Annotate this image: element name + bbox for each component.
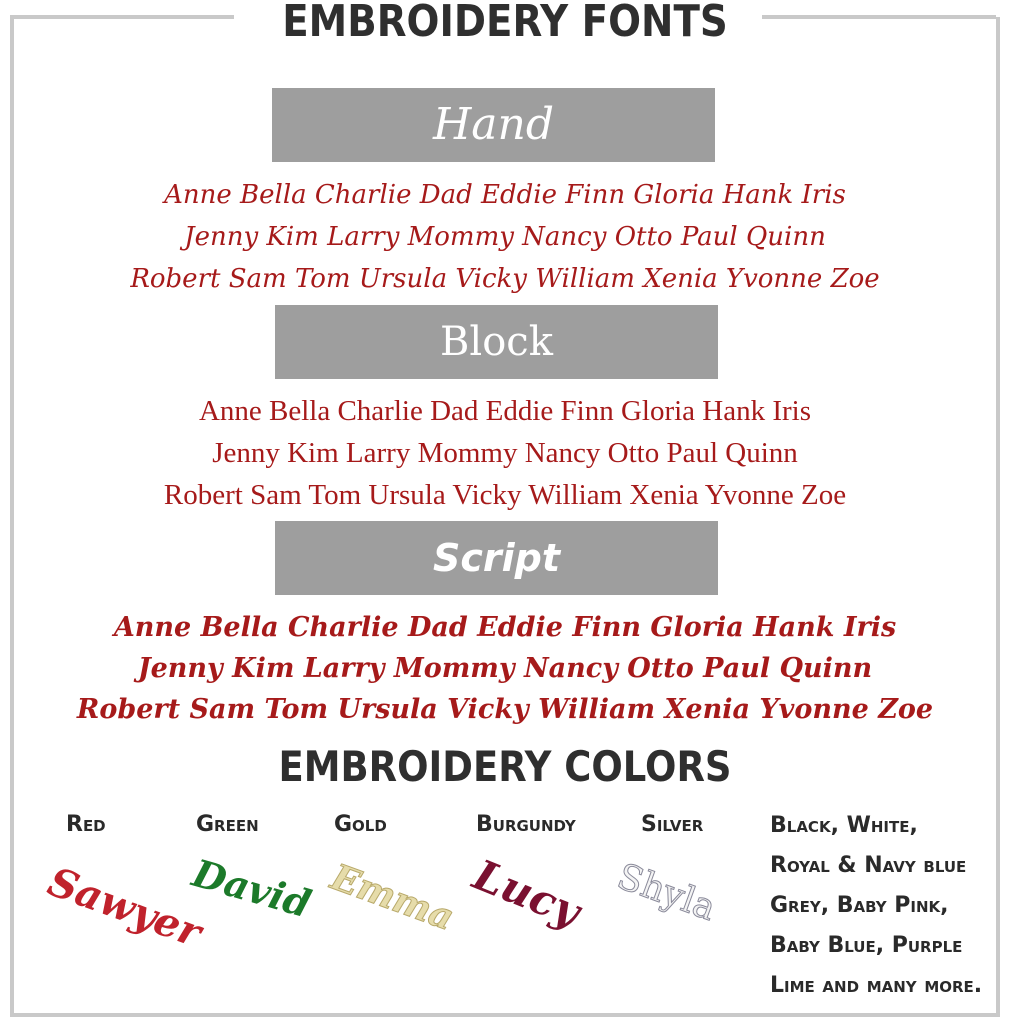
section-bar-script <box>275 521 718 595</box>
color-label-green: Green <box>196 812 259 837</box>
color-sample-burgundy: Lucy <box>466 850 588 937</box>
more-colors-line: Grey, Baby Pink, <box>770 893 949 918</box>
more-colors-line: Baby Blue, Purple <box>770 933 963 958</box>
sample-line: Jenny Kim Larry Mommy Nancy Otto Paul Quinn <box>212 437 798 469</box>
color-sample-gold: Emma <box>325 856 460 939</box>
color-sample-green: David <box>187 850 316 927</box>
sample-line: Jenny Kim Larry Mommy Nancy Otto Paul Quinn <box>184 222 826 252</box>
color-label-silver: Silver <box>641 812 704 837</box>
sample-line: Anne Bella Charlie Dad Eddie Finn Gloria Hank Iris <box>198 395 812 427</box>
section-title-script: Script <box>432 536 561 580</box>
color-label-red: Red <box>66 812 106 837</box>
color-label-gold: Gold <box>334 812 387 837</box>
more-colors-line: Lime and many more. <box>770 973 983 998</box>
more-colors-line: Black, White, <box>770 813 918 838</box>
sample-line: Robert Sam Tom Ursula Vicky William Xenia Yvonne Zoe <box>163 479 847 511</box>
color-sample-red: Sawyer <box>41 858 208 957</box>
more-colors-line: Royal & Navy blue <box>770 853 967 878</box>
section-bar-block <box>275 305 718 379</box>
colors-title: EMBROIDERY COLORS <box>278 742 732 791</box>
sample-line: Jenny Kim Larry Mommy Nancy Otto Paul Quinn <box>137 653 873 684</box>
section-bar-hand <box>272 88 715 162</box>
sample-line: Anne Bella Charlie Dad Eddie Finn Gloria Hank Iris <box>164 180 846 210</box>
color-label-burgundy: Burgundy <box>476 812 576 837</box>
page-title: EMBROIDERY FONTS <box>282 0 728 47</box>
color-sample-silver: Shyla <box>611 856 722 930</box>
more-colors-list <box>770 806 1006 1006</box>
section-title-block: Block <box>440 319 553 365</box>
sample-line: Robert Sam Tom Ursula Vicky William Xenia Yvonne Zoe <box>76 694 934 725</box>
sample-line: Anne Bella Charlie Dad Eddie Finn Gloria Hank Iris <box>113 612 897 643</box>
sample-line: Robert Sam Tom Ursula Vicky William Xenia Yvonne Zoe <box>130 264 880 294</box>
section-title-hand: Hand <box>432 99 555 150</box>
